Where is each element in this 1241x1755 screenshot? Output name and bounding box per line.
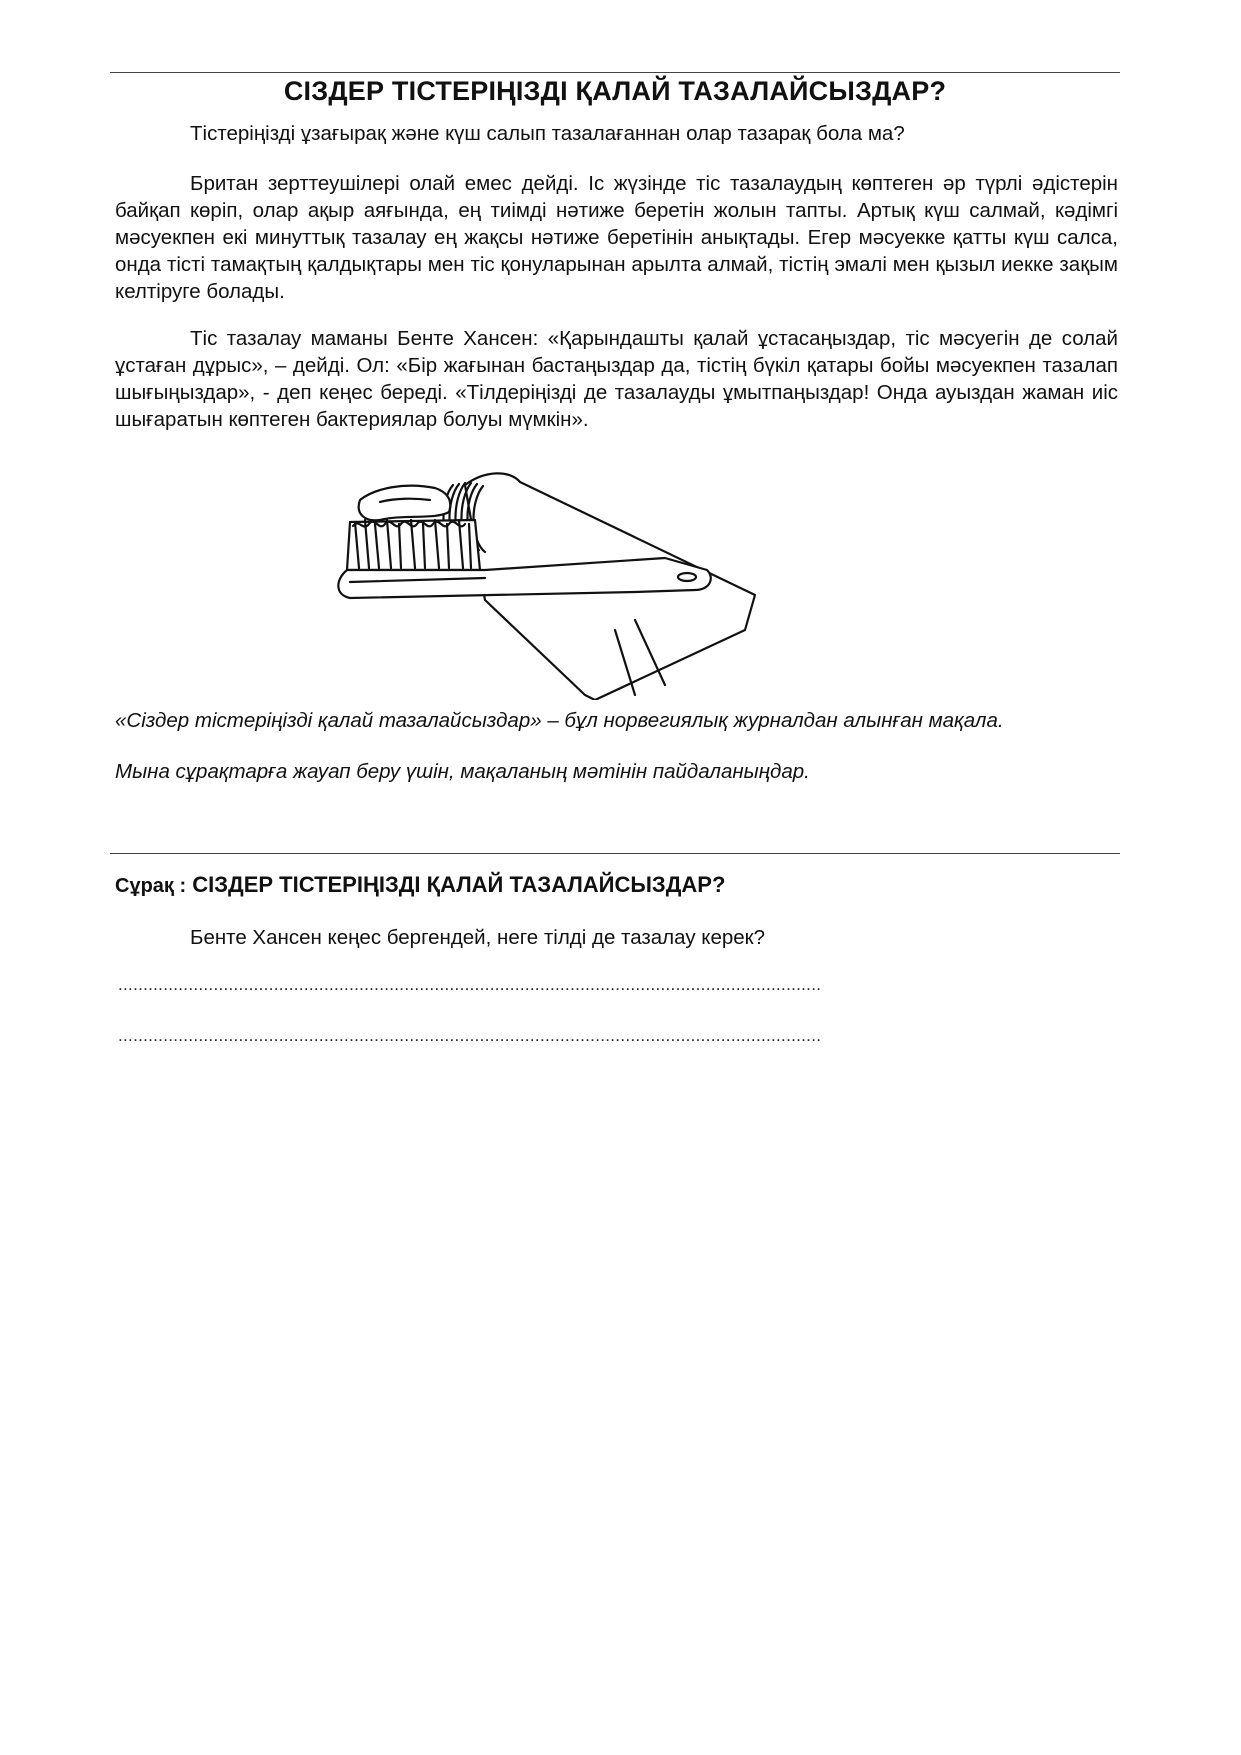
- question-heading: [115, 872, 725, 898]
- instruction-text: Мына сұрақтарға жауап беру үшін, мақаланың мәтінін пайдаланыңдар.: [115, 760, 810, 783]
- question-text: Бенте Хансен кеңес бергендей, неге тілді де тазалау керек?: [190, 926, 766, 949]
- answer-line-2[interactable]: ............................................................................................................................................: [118, 1026, 822, 1045]
- question-title: СІЗДЕР ТІСТЕРІҢІЗДІ ҚАЛАЙ ТАЗАЛАЙСЫЗДАР?: [192, 872, 726, 897]
- intro-paragraph: Тістеріңізді ұзағырақ және күш салып тазалағаннан олар тазарақ бола ма?: [190, 122, 905, 145]
- article-paragraph-2: Тіс тазалау маманы Бенте Хансен: «Қарындашты қалай ұстасаңыздар, тіс мәсуегін де солай ұстаған дұрыс», – дейді. Ол: «Бір жағынан бастаңыздар да, тістің бүкіл қатары бойы мәсуекпен тазалап шығыңыздар», - деп кеңес береді. «Тілдеріңізді де тазалауды ұмытпаңыздар! Онда ауыздан жаман иіс шығаратын көптеген бактериялар болуы мүмкін».: [115, 327, 1118, 431]
- article-paragraph-1: Британ зерттеушілері олай емес дейді. Іс жүзінде тіс тазалаудың көптеген әр түрлі әдістерін байқап көріп, олар ақыр аяғында, ең тиімді нәтиже беретін жолын тапты. Артық күш салмай, кәдімгі мәсуекпен екі минуттық тазалау ең жақсы нәтиже беретінін анықтады. Егер мәсуекке қатты күш салса, онда тісті тамақтың қалдықтары мен тіс қонуларынан арылта алмай, тістің эмалі мен қызыл иекке зақым келтіруге болады.: [115, 172, 1118, 303]
- source-note: «Сіздер тістеріңізді қалай тазалайсыздар» – бұл норвегиялық журналдан алынған мақала.: [115, 709, 1004, 732]
- toothbrush-and-toothpaste-tube-icon: [335, 470, 765, 700]
- answer-line-1[interactable]: ............................................................................................................................................: [118, 975, 822, 994]
- page-title: СІЗДЕР ТІСТЕРІҢІЗДІ ҚАЛАЙ ТАЗАЛАЙСЫЗДАР?: [283, 76, 947, 106]
- top-divider: [110, 72, 1120, 73]
- question-label: Сұрақ :: [115, 875, 187, 897]
- question-divider: [110, 853, 1120, 854]
